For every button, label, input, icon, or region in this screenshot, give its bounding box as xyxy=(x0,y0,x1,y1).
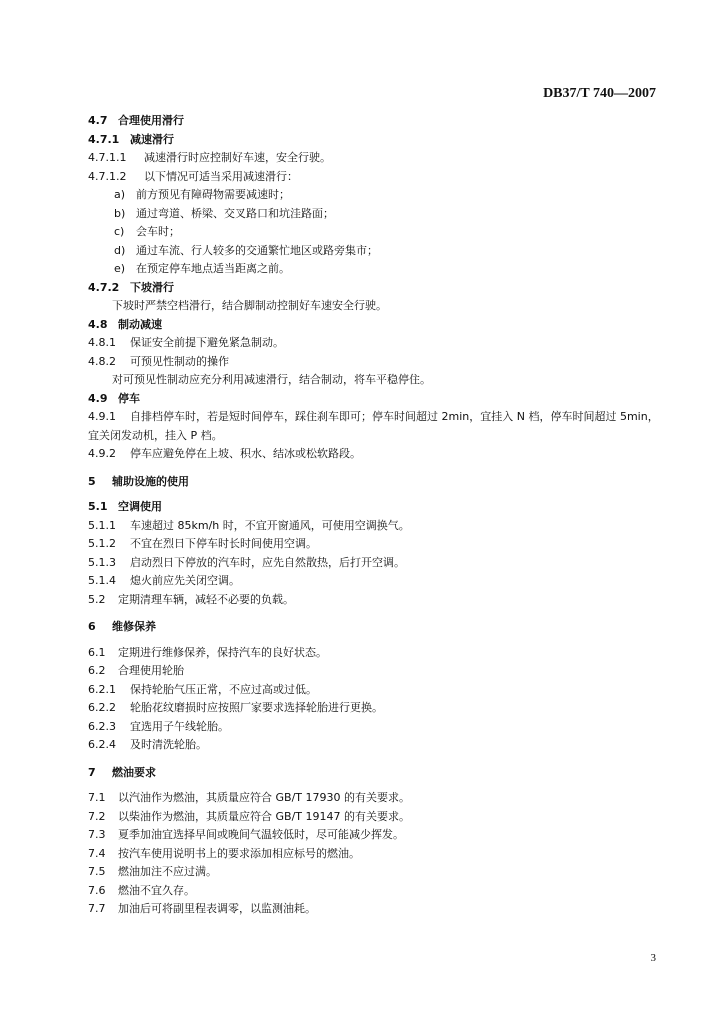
clause-line: 5.1.4 熄火前应先关闭空调。 xyxy=(88,574,240,587)
clause-heading: 4.7.2 下坡滑行 xyxy=(88,280,174,294)
clause-line: 4.7.1.2 以下情况可适当采用减速滑行： xyxy=(88,169,298,183)
clause-line: 7.1 以汽油作为燃油，其质量应符合 GB/T 17930 的有关要求。 xyxy=(88,791,410,804)
clause-line: 7.6 燃油不宜久存。 xyxy=(88,883,195,897)
clause-heading: 4.7 合理使用滑行 xyxy=(88,114,184,127)
clause-heading: 5.1 空调使用 xyxy=(88,500,162,513)
clause-line: 5.1.1 车速超过 85km/h 时，不宜开窗通风，可使用空调换气。 xyxy=(88,518,410,532)
list-item: d) 通过车流、行人较多的交通繁忙地区或路旁集市； xyxy=(114,243,378,257)
clause-line: 6.2.1 保持轮胎气压正常，不应过高或过低。 xyxy=(88,682,317,696)
clause-line: 5.1.3 启动烈日下停放的汽车时，应先自然散热，后打开空调。 xyxy=(88,555,405,569)
page-number: 3 xyxy=(650,952,656,964)
clause-line: 4.8.2 可预见性制动的操作 xyxy=(88,354,229,368)
section-heading: 5 辅助设施的使用 xyxy=(88,474,189,488)
list-item: e) 在预定停车地点适当距离之前。 xyxy=(114,262,290,275)
clause-line: 7.3 夏季加油宜选择早间或晚间气温较低时，尽可能减少挥发。 xyxy=(88,828,404,841)
list-item: c) 会车时； xyxy=(114,225,180,238)
clause-line: 5.2 定期清理车辆，减轻不必要的负载。 xyxy=(88,592,294,606)
paragraph: 下坡时严禁空档滑行，结合脚制动控制好车速安全行驶。 xyxy=(112,299,387,312)
clause-line: 7.5 燃油加注不应过满。 xyxy=(88,865,217,878)
clause-line: 6.2.4 及时清洗轮胎。 xyxy=(88,738,207,751)
clause-line: 6.2.2 轮胎花纹磨损时应按照厂家要求选择轮胎进行更换。 xyxy=(88,701,383,714)
standard-code: DB37/T 740—2007 xyxy=(543,86,656,101)
clause-line: 4.7.1.1 减速滑行时应控制好车速，安全行驶。 xyxy=(88,151,331,164)
clause-line: 7.2 以柴油作为燃油，其质量应符合 GB/T 19147 的有关要求。 xyxy=(88,809,410,823)
section-heading: 6 维修保养 xyxy=(88,620,156,633)
clause-heading: 4.8 制动减速 xyxy=(88,317,162,331)
list-item: a) 前方预见有障碍物需要减速时； xyxy=(114,188,290,201)
clause-line: 5.1.2 不宜在烈日下停车时长时间使用空调。 xyxy=(88,537,317,550)
clause-line: 7.4 按汽车使用说明书上的要求添加相应标号的燃油。 xyxy=(88,846,360,860)
clause-line: 4.9.1 自排档停车时，若是短时间停车，踩住刹车即可；停车时间超过 2min，宜挂入 N 档，停车时间超过 5min，宜关闭发动机，挂入 P 档。 xyxy=(88,410,659,442)
clause-line: 4.8.1 保证安全前提下避免紧急制动。 xyxy=(88,336,284,349)
document-body xyxy=(88,112,668,919)
list-item: b) 通过弯道、桥梁、交叉路口和坑洼路面； xyxy=(114,206,334,220)
section-heading: 7 燃油要求 xyxy=(88,765,156,779)
clause-line: 6.2.3 宜选用子午线轮胎。 xyxy=(88,719,229,733)
clause-heading: 4.9 停车 xyxy=(88,391,140,405)
clause-line: 6.1 定期进行维修保养，保持汽车的良好状态。 xyxy=(88,645,327,659)
paragraph: 对可预见性制动应充分利用减速滑行，结合制动，将车平稳停住。 xyxy=(112,373,431,386)
clause-line: 6.2 合理使用轮胎 xyxy=(88,664,184,677)
clause-line: 4.9.2 停车应避免停在上坡、积水、结冰或松软路段。 xyxy=(88,447,361,460)
clause-heading: 4.7.1 减速滑行 xyxy=(88,132,174,146)
clause-line: 7.7 加油后可将副里程表调零，以监测油耗。 xyxy=(88,902,316,915)
